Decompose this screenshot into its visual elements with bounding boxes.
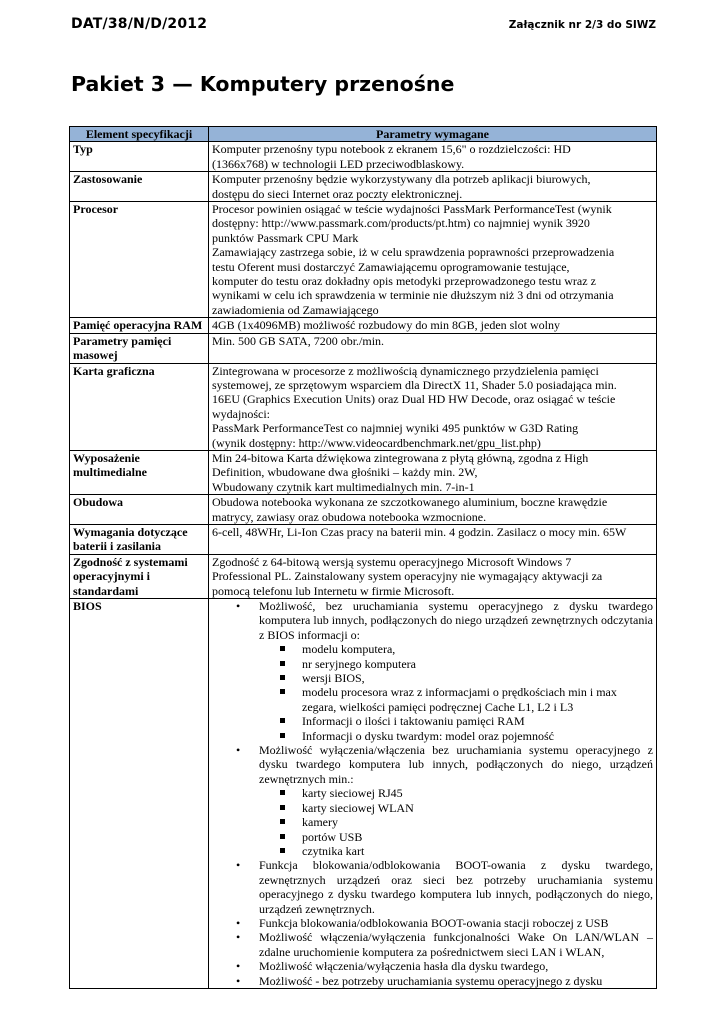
spec-label: Parametry pamięci masowej [70,333,209,363]
attachment-label: Załącznik nr 2/3 do SIWZ [508,19,656,31]
spec-label: Zgodność z systemami operacyjnymi i standardami [70,554,209,598]
bios-feature-text: • Możliwość włączenia/wyłączenia funkcjonalności Wake On LAN/WLAN – zdalne uruchomienie komputera za pośrednictwem sieci LAN i WLAN, [259,930,653,959]
spec-value [209,450,657,494]
spec-value-line: Wbudowany czytnik kart multimedialnych min. 7-in-1 [212,479,475,494]
spec-value [209,363,657,450]
bios-sub-item: karty sieciowej RJ45 [302,786,653,800]
bios-feature-item [259,974,653,988]
bios-sub-item: nr seryjnego komputera [302,657,653,671]
spec-label: Wyposażenie multimedialne [70,450,209,494]
spec-value [209,318,657,333]
spec-value-line: dostępu do sieci Internet oraz poczty elektronicznej. [212,186,463,201]
table-row [70,333,657,363]
spec-label: Karta graficzna [70,363,209,450]
specification-table [69,126,657,989]
bios-sub-item: kamery [302,815,653,829]
bios-sub-item: wersji BIOS, [302,671,653,685]
page-title: Pakiet 3 — Komputery przenośne [71,72,455,96]
spec-value-line: (1366x768) w technologii LED przeciwodblaskowy. [212,156,465,171]
bios-sub-list [259,786,653,858]
spec-value-line: pomocą telefonu lub Internetu w firmie Microsoft. [212,583,455,598]
bios-sub-item: Informacji o dysku twardym: model oraz pojemność [302,729,653,743]
spec-value [209,524,657,554]
bios-sub-list [259,642,653,743]
spec-value-line: wydajności: [212,406,270,421]
spec-value-line: 4GB (1x4096MB) możliwość rozbudowy do min 8GB, jeden slot wolny [212,318,560,333]
spec-value [209,333,657,363]
spec-value-line: Komputer przenośny będzie wykorzystywany dla potrzeb aplikacji biurowych, [212,172,591,187]
bios-feature-text: • Możliwość - bez potrzeby uruchamiania systemu operacyjnego z dysku [259,973,603,988]
table-row [70,172,657,202]
table-body [70,142,657,989]
bios-feature-item [259,959,653,973]
spec-value-line: wynikami w celu ich sprawdzenia w terminie nie dłuższym niż 3 dni od otrzymania [212,288,614,303]
bios-feature-text: • Funkcja blokowania/odblokowania BOOT-owania stacji roboczej z USB [259,915,609,930]
spec-value-line: (wynik dostępny: http://www.videocardbenchmark.net/gpu_list.php) [212,435,541,450]
spec-value-line: komputer do testu oraz dokładny opis metodyki przeprowadzonego testu wraz z [212,274,596,289]
table-row [70,142,657,172]
spec-label: Wymagania dotyczące baterii i zasilania [70,524,209,554]
spec-value-line: Definition, wbudowane dwa głośniki – każdy min. 2W, [212,465,478,480]
spec-label: Zastosowanie [70,172,209,202]
table-row [70,450,657,494]
spec-label: Pamięć operacyjna RAM [70,318,209,333]
bios-sub-item: czytnika kart [302,844,653,858]
bios-feature-item [259,858,653,916]
spec-value-line: Zamawiający zastrzega sobie, iż w celu sprawdzenia poprawności przeprowadzenia [212,245,615,260]
spec-value [209,172,657,202]
spec-label: Typ [70,142,209,172]
spec-value-line: Zgodność z 64-bitową wersją systemu operacyjnego Microsoft Windows 7 [212,554,572,569]
spec-value-line: Min 24-bitowa Karta dźwiękowa zintegrowana z płytą główną, zgodna z High [212,450,589,465]
table-row [70,363,657,450]
column-header: Element specyfikacji [70,127,209,142]
spec-value-line: Procesor powinien osiągać w teście wydajności PassMark PerformanceTest (wynik [212,202,612,217]
spec-value-line: Professional PL. Zainstalowany system operacyjny nie wymagający aktywacji za [212,569,603,584]
spec-value-line: Komputer przenośny typu notebook z ekranem 15,6" o rozdzielczości: HD [212,142,571,157]
column-header: Parametry wymagane [209,127,657,142]
spec-value [209,554,657,598]
spec-value-line: testu Oferent musi dostarczyć Zamawiającemu oprogramowanie testujące, [212,259,570,274]
spec-value-line: PassMark PerformanceTest co najmniej wyniki 495 punktów w G3D Rating [212,421,579,436]
table-row [70,318,657,333]
page-header [71,16,656,38]
bios-sub-item: karty sieciowej WLAN [302,801,653,815]
bios-sub-item: portów USB [302,830,653,844]
bios-sub-item: Informacji o ilości i taktowaniu pamięci RAM [302,714,653,728]
spec-value-line: Obudowa notebooka wykonana ze szczotkowanego aluminium, boczne krawędzie [212,495,608,510]
spec-value-line: dostępny: http://www.passmark.com/products/pt.htm) co najmniej wynik 3920 [212,216,590,231]
spec-label: Procesor [70,202,209,318]
table-row [70,495,657,525]
spec-value-line: matrycy, zawiasy oraz obudowa notebooka wzmocnione. [212,509,487,524]
bios-feature-item [259,930,653,959]
spec-value [209,599,657,989]
bios-feature-item [259,599,653,743]
bios-sub-item: modelu procesora wraz z informacjami o prędkościach min i max zegara, wielkości pamięci podręcznej Cache L1, L2 i L3 [302,685,653,714]
bios-feature-text: • Możliwość włączenia/wyłączenia hasła dla dysku twardego, [259,959,549,974]
bios-feature-item [259,916,653,930]
spec-value [209,495,657,525]
bios-feature-text: • Możliwość wyłączenia/włączenia bez uruchamiania systemu operacyjnego z dysku twardego komputera lub innych, podłączonych do niego, urządzeń zewnętrznych min.: [259,743,653,786]
spec-label: BIOS [70,599,209,989]
bios-feature-text: • Funkcja blokowania/odblokowania BOOT-owania z dysku twardego, zewnętrznych urządzeń oraz sieci bez potrzeby uruchamiania systemu operacyjnego z dysku twardego komputera lub innych, podłączonych do niego, urządzeń zewnętrznych. [259,858,653,916]
spec-value-line: 16EU (Graphics Execution Units) oraz Dual HD HW Decode, oraz osiągać w teście [212,392,616,407]
bios-feature-list [212,599,653,988]
table-row-bios [70,599,657,989]
bios-feature-text: • Możliwość, bez uruchamiania systemu operacyjnego z dysku twardego komputera lub innych, podłączonych do niego urządzeń zewnętrznych odczytania z BIOS informacji o: [259,599,653,642]
spec-value [209,202,657,318]
spec-value-line: Zintegrowana w procesorze z możliwością dynamicznego przydzielenia pamięci [212,363,599,378]
document-id: DAT/38/N/D/2012 [71,16,208,32]
spec-value-line: punktów Passmark CPU Mark [212,230,359,245]
table-row [70,554,657,598]
bios-sub-item: modelu komputera, [302,642,653,656]
spec-value-line: 6-cell, 48WHr, Li-Ion Czas pracy na baterii min. 4 godzin. Zasilacz o mocy min. 65W [212,524,627,539]
spec-value-line: zawiadomienia od Zamawiającego [212,302,379,317]
spec-label: Obudowa [70,495,209,525]
spec-value [209,142,657,172]
spec-value-line: systemowej, ze sprzętowym wsparciem dla DirectX 11, Shader 5.0 posiadająca min. [212,377,617,392]
table-row [70,524,657,554]
spec-value-line: Min. 500 GB SATA, 7200 obr./min. [212,333,385,348]
bios-feature-item [259,743,653,858]
table-header-row [70,127,657,142]
table-row [70,202,657,318]
